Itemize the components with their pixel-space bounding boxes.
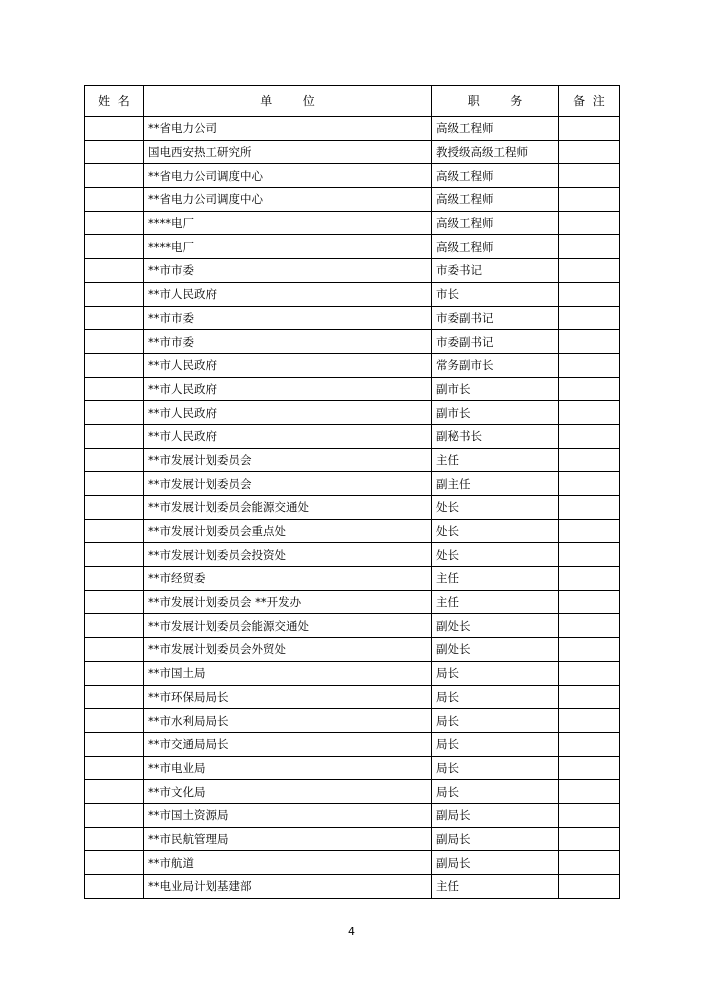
cell-name	[85, 211, 144, 235]
cell-unit: **市国土局	[144, 661, 432, 685]
cell-name	[85, 543, 144, 567]
cell-name	[85, 377, 144, 401]
cell-note	[559, 519, 620, 543]
cell-note	[559, 543, 620, 567]
cell-note	[559, 780, 620, 804]
cell-note	[559, 638, 620, 662]
cell-unit: **市交通局局长	[144, 732, 432, 756]
cell-note	[559, 259, 620, 283]
cell-position: 局长	[432, 732, 559, 756]
cell-unit: **市发展计划委员会重点处	[144, 519, 432, 543]
cell-unit: **市市委	[144, 259, 432, 283]
table-row	[85, 472, 620, 496]
table-row	[85, 377, 620, 401]
cell-position: 处长	[432, 543, 559, 567]
cell-position: 高级工程师	[432, 188, 559, 212]
table-body	[85, 117, 620, 899]
cell-unit: **市发展计划委员会 **开发办	[144, 590, 432, 614]
cell-note	[559, 851, 620, 875]
cell-position: 副处长	[432, 614, 559, 638]
cell-position: 教授级高级工程师	[432, 140, 559, 164]
page-number: 4	[348, 925, 355, 938]
cell-position: 处长	[432, 496, 559, 520]
cell-name	[85, 424, 144, 448]
cell-unit: **市水利局局长	[144, 709, 432, 733]
table-row	[85, 117, 620, 141]
table-row	[85, 211, 620, 235]
table-row	[85, 353, 620, 377]
cell-unit: **市经贸委	[144, 567, 432, 591]
cell-name	[85, 140, 144, 164]
table-row	[85, 140, 620, 164]
cell-unit: **市电业局	[144, 756, 432, 780]
cell-position: 高级工程师	[432, 211, 559, 235]
cell-position: 局长	[432, 756, 559, 780]
cell-note	[559, 235, 620, 259]
cell-name	[85, 117, 144, 141]
cell-name	[85, 188, 144, 212]
cell-unit: 国电西安热工研究所	[144, 140, 432, 164]
cell-note	[559, 875, 620, 899]
table-row	[85, 567, 620, 591]
table-row	[85, 803, 620, 827]
cell-name	[85, 709, 144, 733]
cell-note	[559, 306, 620, 330]
cell-note	[559, 330, 620, 354]
cell-unit: **市市委	[144, 306, 432, 330]
cell-note	[559, 117, 620, 141]
cell-unit: **市市委	[144, 330, 432, 354]
cell-note	[559, 211, 620, 235]
cell-note	[559, 188, 620, 212]
cell-unit: **市环保局局长	[144, 685, 432, 709]
cell-unit: **市文化局	[144, 780, 432, 804]
cell-name	[85, 472, 144, 496]
cell-note	[559, 496, 620, 520]
table-row	[85, 709, 620, 733]
cell-position: 副处长	[432, 638, 559, 662]
cell-position: 主任	[432, 590, 559, 614]
cell-name	[85, 164, 144, 188]
cell-note	[559, 353, 620, 377]
personnel-table	[84, 85, 620, 899]
cell-name	[85, 306, 144, 330]
cell-position: 副市长	[432, 377, 559, 401]
table-row	[85, 827, 620, 851]
cell-note	[559, 282, 620, 306]
cell-name	[85, 827, 144, 851]
cell-name	[85, 282, 144, 306]
cell-unit: **市发展计划委员会外贸处	[144, 638, 432, 662]
cell-name	[85, 756, 144, 780]
cell-note	[559, 448, 620, 472]
cell-note	[559, 401, 620, 425]
cell-position: 副市长	[432, 401, 559, 425]
cell-name	[85, 448, 144, 472]
cell-position: 高级工程师	[432, 235, 559, 259]
table-row	[85, 188, 620, 212]
table-row	[85, 661, 620, 685]
table-row	[85, 306, 620, 330]
cell-note	[559, 140, 620, 164]
cell-note	[559, 709, 620, 733]
table-row	[85, 875, 620, 899]
table-row	[85, 590, 620, 614]
cell-name	[85, 496, 144, 520]
cell-unit: **市发展计划委员会能源交通处	[144, 614, 432, 638]
table-row	[85, 732, 620, 756]
cell-note	[559, 424, 620, 448]
cell-note	[559, 685, 620, 709]
cell-position: 主任	[432, 875, 559, 899]
cell-name	[85, 401, 144, 425]
cell-note	[559, 472, 620, 496]
cell-unit: **市发展计划委员会	[144, 472, 432, 496]
cell-unit: **市人民政府	[144, 377, 432, 401]
cell-note	[559, 732, 620, 756]
cell-position: 局长	[432, 709, 559, 733]
cell-name	[85, 638, 144, 662]
cell-unit: **市人民政府	[144, 282, 432, 306]
table-row	[85, 235, 620, 259]
cell-name	[85, 259, 144, 283]
cell-unit: **市航道	[144, 851, 432, 875]
table-row	[85, 685, 620, 709]
cell-note	[559, 827, 620, 851]
cell-position: 常务副市长	[432, 353, 559, 377]
table-row	[85, 519, 620, 543]
cell-name	[85, 235, 144, 259]
table-row	[85, 164, 620, 188]
cell-position: 高级工程师	[432, 164, 559, 188]
header-position: 职 务	[432, 86, 559, 117]
cell-note	[559, 661, 620, 685]
cell-name	[85, 330, 144, 354]
cell-unit: **省电力公司调度中心	[144, 164, 432, 188]
cell-note	[559, 377, 620, 401]
cell-unit: **省电力公司	[144, 117, 432, 141]
cell-note	[559, 614, 620, 638]
table-row	[85, 401, 620, 425]
cell-position: 高级工程师	[432, 117, 559, 141]
cell-name	[85, 567, 144, 591]
cell-unit: **市民航管理局	[144, 827, 432, 851]
cell-note	[559, 164, 620, 188]
cell-position: 副秘书长	[432, 424, 559, 448]
cell-note	[559, 590, 620, 614]
cell-name	[85, 780, 144, 804]
table-row	[85, 424, 620, 448]
cell-unit: **市发展计划委员会投资处	[144, 543, 432, 567]
cell-name	[85, 590, 144, 614]
cell-note	[559, 803, 620, 827]
table-row	[85, 496, 620, 520]
table-row	[85, 448, 620, 472]
header-note: 备 注	[559, 86, 620, 117]
header-name: 姓 名	[85, 86, 144, 117]
cell-position: 主任	[432, 448, 559, 472]
cell-position: 市委副书记	[432, 306, 559, 330]
cell-unit: **市发展计划委员会能源交通处	[144, 496, 432, 520]
cell-position: 副主任	[432, 472, 559, 496]
table-row	[85, 330, 620, 354]
cell-position: 处长	[432, 519, 559, 543]
cell-unit: ****电厂	[144, 211, 432, 235]
cell-unit: **市人民政府	[144, 424, 432, 448]
cell-name	[85, 875, 144, 899]
cell-position: 市长	[432, 282, 559, 306]
table-row	[85, 638, 620, 662]
cell-name	[85, 614, 144, 638]
cell-position: 局长	[432, 685, 559, 709]
cell-position: 局长	[432, 661, 559, 685]
cell-position: 主任	[432, 567, 559, 591]
cell-name	[85, 685, 144, 709]
cell-unit: ****电厂	[144, 235, 432, 259]
cell-name	[85, 732, 144, 756]
cell-position: 市委副书记	[432, 330, 559, 354]
cell-position: 市委书记	[432, 259, 559, 283]
table-row	[85, 259, 620, 283]
cell-position: 副局长	[432, 803, 559, 827]
table-row	[85, 780, 620, 804]
cell-position: 局长	[432, 780, 559, 804]
table-row	[85, 614, 620, 638]
cell-unit: **市国土资源局	[144, 803, 432, 827]
cell-position: 副局长	[432, 851, 559, 875]
cell-name	[85, 803, 144, 827]
cell-note	[559, 567, 620, 591]
cell-name	[85, 353, 144, 377]
table-row	[85, 756, 620, 780]
table-row	[85, 543, 620, 567]
cell-position: 副局长	[432, 827, 559, 851]
table-header-row	[85, 86, 620, 117]
cell-name	[85, 661, 144, 685]
table-row	[85, 851, 620, 875]
cell-unit: **电业局计划基建部	[144, 875, 432, 899]
cell-unit: **市发展计划委员会	[144, 448, 432, 472]
cell-note	[559, 756, 620, 780]
table-row	[85, 282, 620, 306]
cell-name	[85, 519, 144, 543]
cell-unit: **市人民政府	[144, 353, 432, 377]
cell-name	[85, 851, 144, 875]
cell-unit: **省电力公司调度中心	[144, 188, 432, 212]
cell-unit: **市人民政府	[144, 401, 432, 425]
header-unit: 单 位	[144, 86, 432, 117]
